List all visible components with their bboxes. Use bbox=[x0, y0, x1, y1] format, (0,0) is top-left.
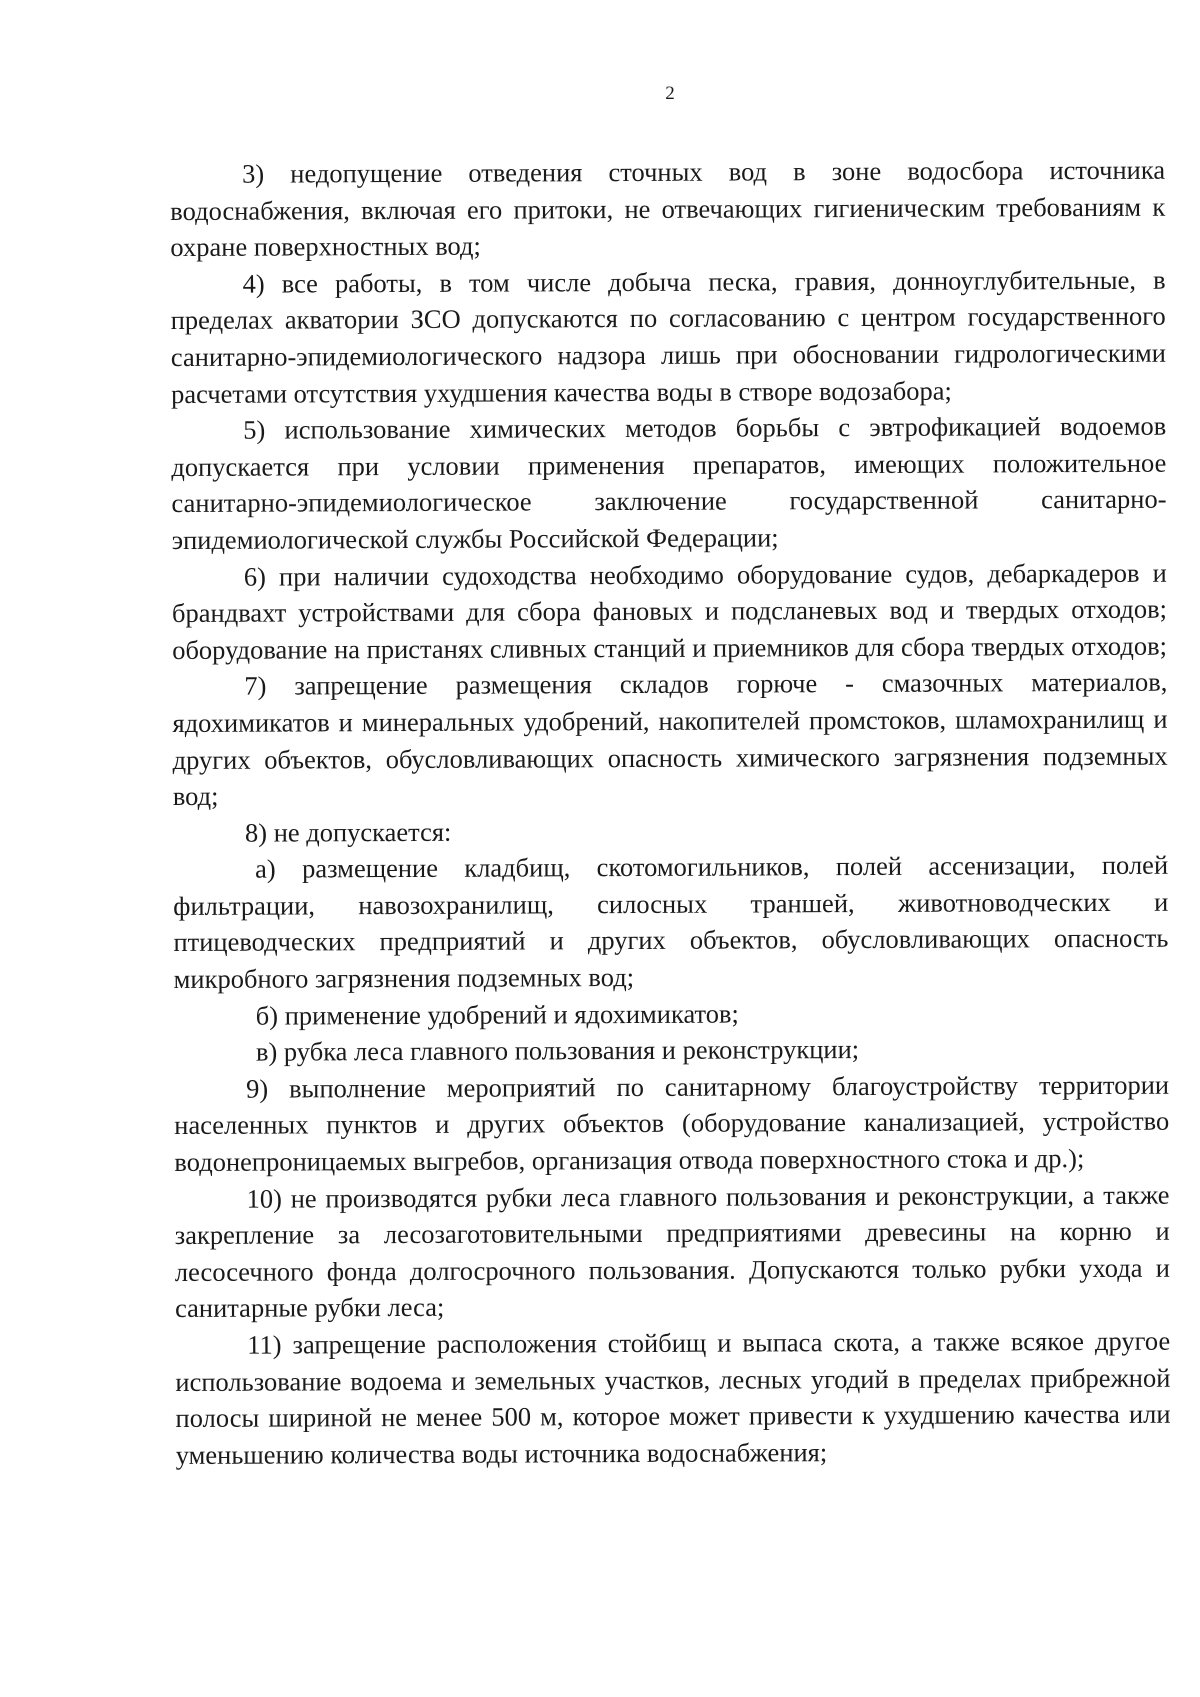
sub-item-a: а) размещение кладбищ, скотомогильников, полей ассенизации, полей фильтрации, навозохранилищ, силосных траншей, животноводческих и птицеводческих предприятий и других объектов, обусловливающих опасность микробного загрязнения подземных вод; bbox=[173, 849, 1169, 995]
list-item-4: 4) все работы, в том числе добыча песка, гравия, донноуглубительные, в пределах акватории ЗСО допускаются по согласованию с центром государственного санитарно-эпидемиологического надзора лишь при обосновании гидрологическими расчетами отсутствия ухудшения качества воды в створе водозабора; bbox=[170, 264, 1166, 409]
list-item-5: 5) использование химических методов борьбы с эвтрофикацией водоемов допускается при условии применения препаратов, имеющих положительное санитарно-эпидемиологическое заключение государственной санитарно-эпидемиологической службы Российской Федерации; bbox=[171, 410, 1167, 555]
list-item-10: 10) не производятся рубки леса главного пользования и реконструкции, а также закрепление за лесозаготовительными предприятиями древесины на корню и лесосечного фонда долгосрочного пользования. Допускаются только рубки ухода и санитарные рубки леса; bbox=[174, 1179, 1170, 1324]
sub-item-v: в) рубка леса главного пользования и реконструкции; bbox=[255, 1034, 860, 1067]
list-item-8: 8) не допускается: bbox=[244, 816, 452, 848]
list-item-3: 3) недопущение отведения сточных вод в зоне водосбора источника водоснабжения, включая его притоки, не отвечающих гигиеническим требованиям к охране поверхностных вод; bbox=[170, 154, 1166, 263]
list-item-9: 9) выполнение мероприятий по санитарному благоустройству территории населенных пунктов и других объектов (оборудование канализацией, устройство водонепроницаемых выгребов, организация отвода поверхностного стока и др.); bbox=[174, 1069, 1170, 1178]
sub-item-b: б) применение удобрений и ядохимикатов; bbox=[255, 998, 739, 1031]
list-item-11: 11) запрещение расположения стойбищ и выпаса скота, а также всякое другое использование водоема и земельных участков, лесных угодий в пределах прибрежной полосы шириной не менее 500 м, которое может привести к ухудшению качества или уменьшению количества воды источника водоснабжения; bbox=[175, 1325, 1171, 1470]
document-body bbox=[170, 152, 1171, 1474]
list-item-7: 7) запрещение размещения складов горюче - смазочных материалов, ядохимикатов и минеральных удобрений, накопителей промстоков, шламохранилищ и других объектов, обусловливающих опасность химического загрязнения подземных вод; bbox=[172, 666, 1168, 812]
list-item-6: 6) при наличии судоходства необходимо оборудование судов, дебаркадеров и брандвахт устройствами для сбора фановых и подсланевых вод и твердых отходов; оборудование на пристанях сливных станций и приемников для сбора твердых отходов; bbox=[171, 557, 1168, 665]
page-number: 2 bbox=[665, 83, 675, 104]
